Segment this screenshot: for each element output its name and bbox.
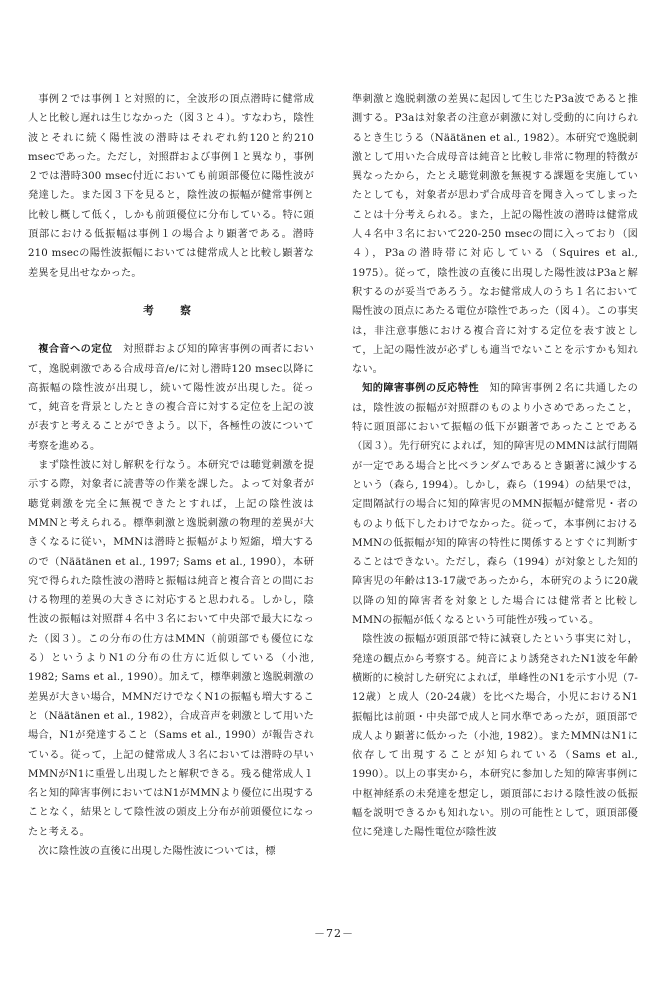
right-column	[352, 90, 638, 843]
paragraph: 陰性波の振幅が頭頂部で特に減衰したという事実に対し，発達の観点から考察する。純音により誘発されたN1波を年齢横断的に検討した研究によれば，単峰性のN1を示す小児（7-12歳）と成人（20-24歳）を比べた場合，小児におけるN1振幅比は前頭・中央部で成人と同水準であったが，頭頂部で成人より顕著に低かった（小池, 1982）。またMMNはN1に依存して出現することが知られている（Sams et al., 1990）。以上の事実から，本研究に参加した知的障害事例に中枢神経系の未発達を想定し，頭頂部における陰性波の低振幅を説明できるかも知れない。別の可能性として，頭頂部優位に発達した陽性電位が陰性波	[352, 634, 638, 839]
paragraph	[28, 340, 314, 456]
paragraph-lead: 複合音への定位	[38, 343, 113, 356]
paragraph: 準刺激と逸脱刺激の差異に起因して生じたP3a波であると推測する。P3aは対象者の注意が刺激に対し受動的に向けられるとき生じうる（Näätänen et al., 1982）。本研究で逸脱刺激として用いた合成母音は純音と比較し非常に物理的特徴が異なったから，たとえ聴覚刺激を無視する課題を実施していたとしても，対象者が思わず合成母音を聞き入ってしまったことは十分考えられる。また，上記の陽性波の潜時は健常成人４名中３名において220-250 msecの間に入っており（図４），P3aの潜時帯に対応している（Squires et al., 1975）。従って，陰性波の直後に出現した陽性波はP3aと解釈するのが妥当であろう。なお健常成人のうち１名において陽性波の頂点にあたる電位が陰性であった（図４）。この事実は，非注意事態における複合音に対する定位を表す波として，上記の陽性波が必ずしも適当でないことを示すかも知れない。	[352, 94, 638, 376]
paragraph-lead: 知的障害事例の反応特性	[362, 382, 479, 395]
section-heading: 考 察	[143, 304, 199, 317]
paragraph: 事例２では事例１と対照的に，全波形の頂点潜時に健常成人と比較し遅れは生じなかった（図３と４）。すなわち，陰性波とそれに続く陽性波の潜時はそれぞれ約120と約210 msecであった。ただし，対照群および事例１と異なり，事例２では潜時300 msec付近においても前頭部優位に陽性波が発達した。また図３下を見ると，陰性波の振幅が健常事例と比較し概して低く，しかも前頭優位に分布している。特に頭頂部における低振幅は事例１の場合より顕著である。潜時210 msecの陽性波振幅においては健常成人と比較し顕著な差異を見出せなかった。	[28, 94, 314, 279]
paragraph-body: 知的障害事例２名に共通したのは，陰性波の振幅が対照群のものより小さめであったこと，特に頭頂部において振幅の低下が顕著であったことである（図３）。先行研究によれば，知的障害児のMMNは試行間隔が一定である場合と比べランダムであるとき顕著に減少するという（森ら, 1994）。しかし，森ら（1994）の結果では，定間隔試行の場合に知的障害児のMMN振幅が健常児・者のものより低下したわけでなかった。従って，本事例におけるMMNの低振幅が知的障害の特性に関係するとすぐに判断することはできない。ただし，森ら（1994）が対象とした知的障害児の年齢は13-17歳であったから，本研究のように20歳以降の知的障害者を対象とした場合には健常者と比較しMMNの振幅が低くなるという可能性が残っている。	[352, 383, 638, 627]
left-column	[28, 90, 314, 861]
page-number: －72－	[314, 927, 354, 940]
paragraph	[352, 379, 638, 630]
paragraph: まず陰性波に対し解釈を行なう。本研究では聴覚刺激を提示する際，対象者に読書等の作業を課した。よって対象者が聴覚刺激を完全に無視できたとすれば，上記の陰性波はMMNと考えられる。標準刺激と逸脱刺激の物理的差異が大きくなるに従い，MMNは潜時と振幅がより短縮，増大するので（Näätänen et al., 1997; Sams et al., 1990），本研究で得られた陰性波の潜時と振幅は純音と複合音との間における物理的差異の大きさに対応すると思われる。しかし，陰性波の振幅は対照群４名中３名において中央部で最大になった（図３）。この分布の仕方はMMN（前頭部でも優位になる）というよりN1の分布の仕方に近似している（小池, 1982; Sams et al., 1990）。加えて，標準刺激と逸脱刺激の差異が大きい場合，MMNだけでなくN1の振幅も増大すること（Näätänen et al., 1982），合成音声を刺激として用いた場合，N1が発達すること（Sams et al., 1990）が報告されている。従って，上記の健常成人３名においては潜時の早いMMNがN1に重畳し出現したと解釈できる。残る健常成人１名と知的障害事例においてはN1がMMNより優位に出現することなく，結果として陰性波の頭皮上分布が前頭優位になったと考える。	[28, 460, 314, 838]
paragraph-body: 対照群および知的障害事例の両者において，逸脱刺激である合成母音/e/に対し潜時120 msec以降に高振幅の陰性波が出現し，続いて陽性波が出現した。従って，純音を背景としたときの複合音に対する定位を上記の波が表すと考えることができよう。以下，各極性の波について考察を進める。	[28, 344, 314, 452]
paragraph: 次に陰性波の直後に出現した陽性波については，標	[38, 845, 276, 857]
